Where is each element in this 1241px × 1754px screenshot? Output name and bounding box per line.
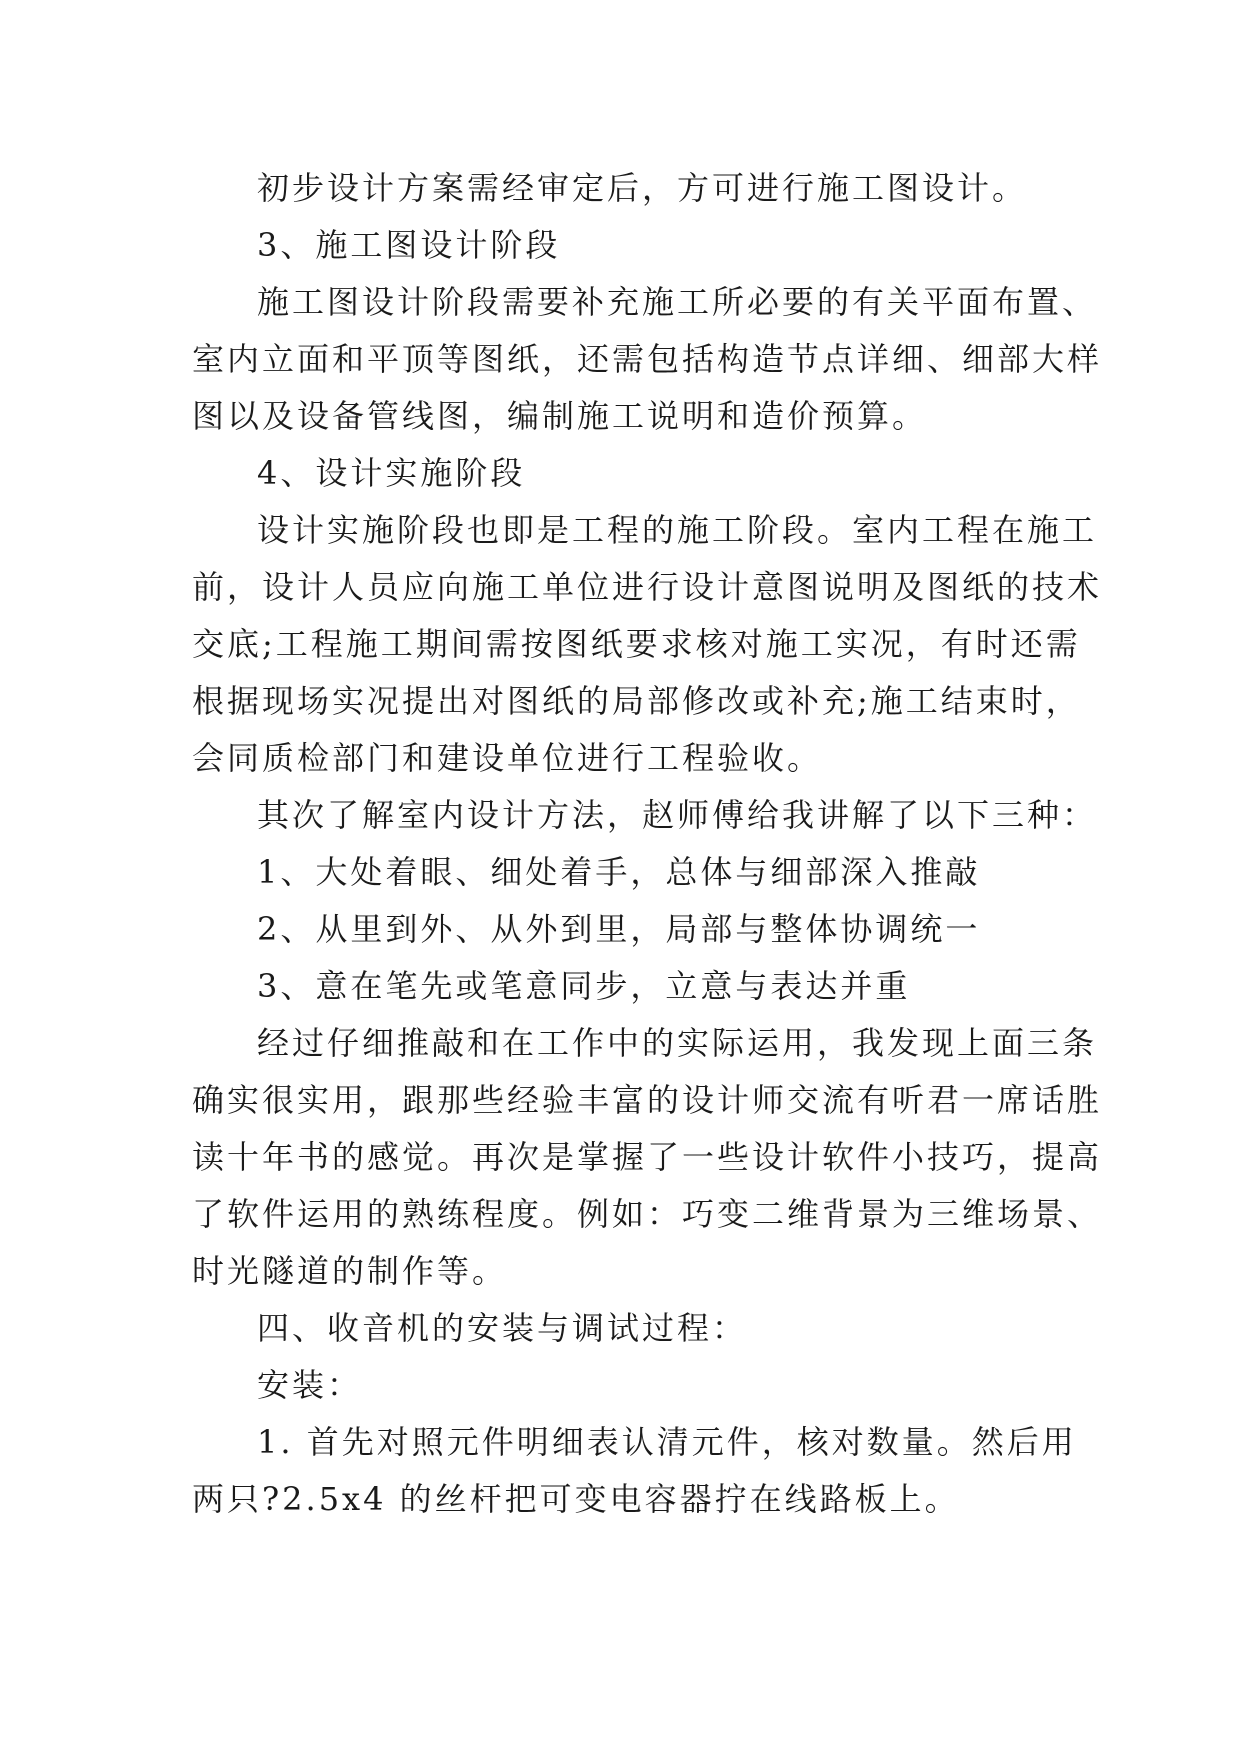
text-line: 初步设计方案需经审定后，方可进行施工图设计。 — [257, 169, 1028, 207]
section-heading: 四、收音机的安装与调试过程： — [257, 1309, 748, 1347]
text-line: 了软件运用的熟练程度。例如：巧变二维背景为三维场景、 — [192, 1195, 1103, 1233]
text-line: 交底;工程施工期间需按图纸要求核对施工实况，有时还需 — [192, 625, 1081, 663]
list-item: 1. 首先对照元件明细表认清元件，核对数量。然后用 — [257, 1423, 1077, 1461]
text-line: 时光隧道的制作等。 — [192, 1252, 508, 1290]
list-item: 2、从里到外、从外到里，局部与整体协调统一 — [257, 910, 981, 948]
section-heading: 3、施工图设计阶段 — [257, 226, 561, 264]
text-line: 施工图设计阶段需要补充施工所必要的有关平面布置、 — [257, 283, 1098, 321]
text-line: 确实很实用，跟那些经验丰富的设计师交流有听君一席话胜 — [192, 1081, 1103, 1119]
text-line: 经过仔细推敲和在工作中的实际运用，我发现上面三条 — [257, 1024, 1098, 1062]
text-line: 设计实施阶段也即是工程的施工阶段。室内工程在施工 — [257, 511, 1098, 549]
section-heading: 4、设计实施阶段 — [257, 454, 526, 492]
text-line: 会同质检部门和建设单位进行工程验收。 — [192, 739, 823, 777]
text-line: 其次了解室内设计方法，赵师傅给我讲解了以下三种： — [257, 796, 1098, 834]
text-line: 根据现场实况提出对图纸的局部修改或补充;施工结束时， — [192, 682, 1081, 720]
text-line: 前，设计人员应向施工单位进行设计意图说明及图纸的技术 — [192, 568, 1103, 606]
text-line: 两只?2.5x4 的丝杆把可变电容器拧在线路板上。 — [192, 1480, 960, 1518]
list-item: 3、意在笔先或笔意同步，立意与表达并重 — [257, 967, 911, 1005]
text-line: 读十年书的感觉。再次是掌握了一些设计软件小技巧，提高 — [192, 1138, 1103, 1176]
subheading: 安装： — [257, 1366, 363, 1404]
text-line: 图以及设备管线图，编制施工说明和造价预算。 — [192, 397, 928, 435]
list-item: 1、大处着眼、细处着手，总体与细部深入推敲 — [257, 853, 981, 891]
text-line: 室内立面和平顶等图纸，还需包括构造节点详细、细部大样 — [192, 340, 1103, 378]
